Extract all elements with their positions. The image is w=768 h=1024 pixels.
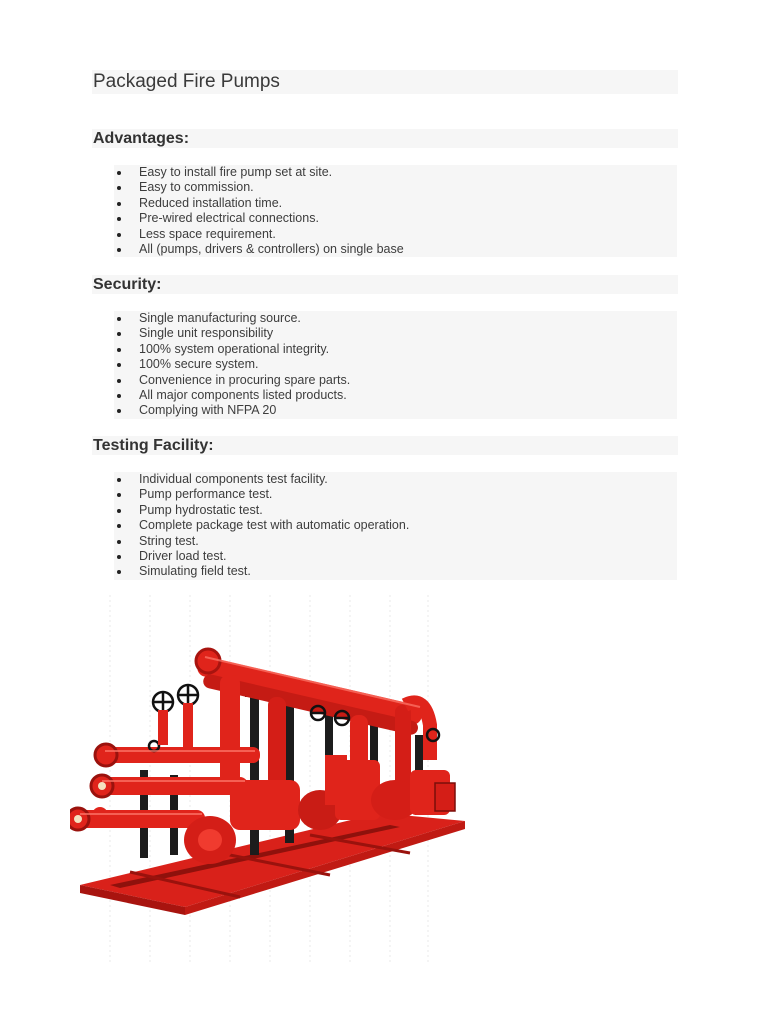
section-heading-security: Security: xyxy=(92,275,678,294)
section-heading-testing-facility: Testing Facility: xyxy=(92,436,678,455)
list-item: Single manufacturing source. xyxy=(114,311,677,326)
list-item: Individual components test facility. xyxy=(114,472,677,487)
list-item: All major components listed products. xyxy=(114,388,677,403)
page-title: Packaged Fire Pumps xyxy=(92,70,678,94)
list-item: All (pumps, drivers & controllers) on single base xyxy=(114,242,677,257)
list-item: Reduced installation time. xyxy=(114,196,677,211)
list-item: Pump performance test. xyxy=(114,487,677,502)
list-item: Complete package test with automatic operation. xyxy=(114,518,677,533)
list-item: Simulating field test. xyxy=(114,564,677,579)
list-item: Complying with NFPA 20 xyxy=(114,403,677,418)
advantages-list xyxy=(114,165,677,257)
list-item: String test. xyxy=(114,534,677,549)
list-item: Easy to commission. xyxy=(114,180,677,195)
list-item: Pre-wired electrical connections. xyxy=(114,211,677,226)
list-item: Pump hydrostatic test. xyxy=(114,503,677,518)
testing-facility-list xyxy=(114,472,677,580)
list-item: 100% system operational integrity. xyxy=(114,342,677,357)
list-item: Convenience in procuring spare parts. xyxy=(114,373,677,388)
list-item: Driver load test. xyxy=(114,549,677,564)
list-item: Easy to install fire pump set at site. xyxy=(114,165,677,180)
list-item: 100% secure system. xyxy=(114,357,677,372)
fire-pump-skid-image xyxy=(70,585,470,970)
list-item: Less space requirement. xyxy=(114,227,677,242)
section-heading-advantages: Advantages: xyxy=(92,129,678,148)
security-list xyxy=(114,311,677,419)
list-item: Single unit responsibility xyxy=(114,326,677,341)
